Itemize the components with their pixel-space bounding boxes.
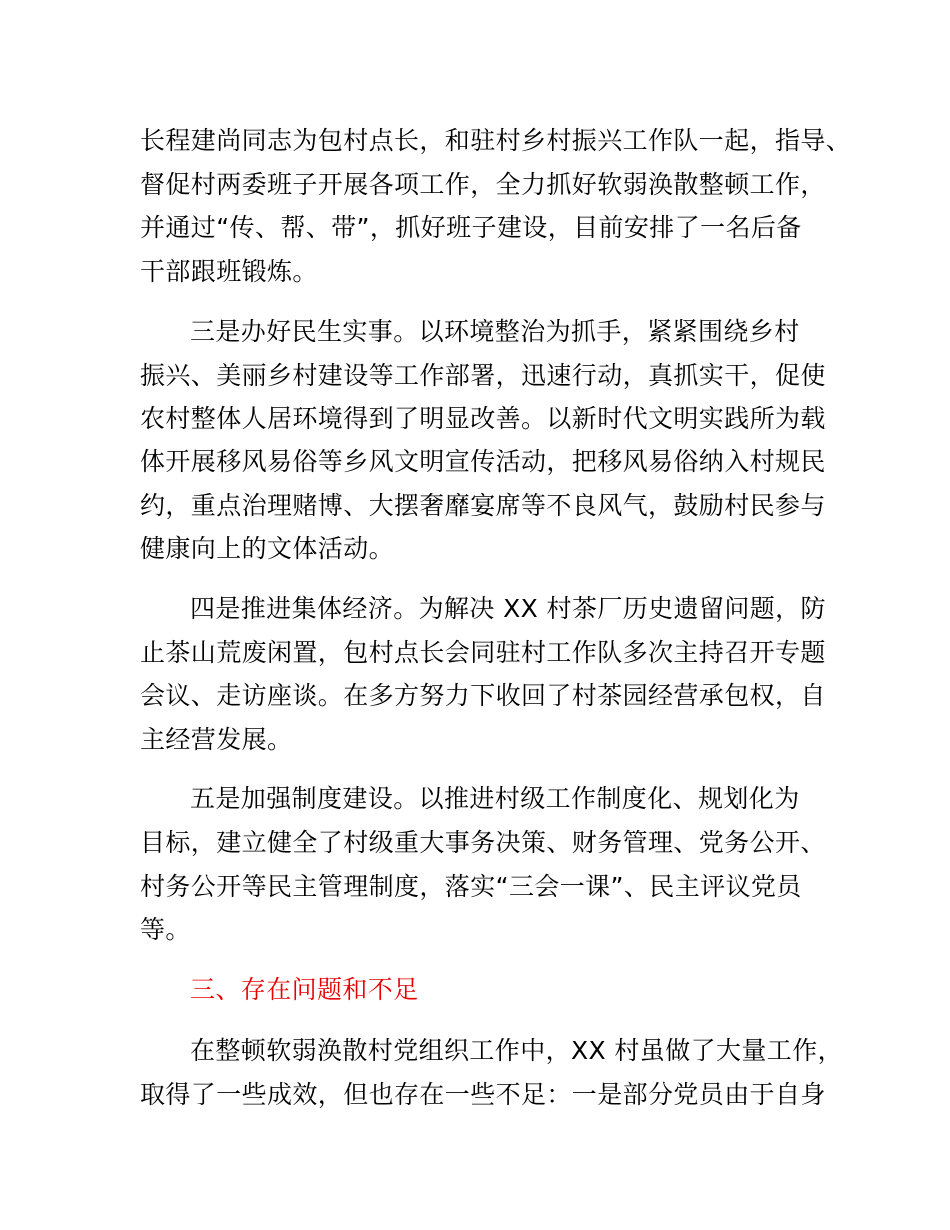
paragraph-first-line: 三是办好民生实事。以环境整治为抓手，紧紧围绕乡村 xyxy=(190,317,800,346)
section-heading: 三、存在问题和不足 xyxy=(190,975,419,1004)
text-line: 目标，建立健全了村级重大事务决策、财务管理、党务公开、 xyxy=(140,828,826,857)
text-line: 督促村两委班子开展各项工作，全力抓好软弱涣散整顿工作， xyxy=(140,170,826,199)
text-line: 振兴、美丽乡村建设等工作部署，迅速行动，真抓实干，促使 xyxy=(140,361,826,390)
text-line: 村务公开等民主管理制度，落实“三会一课”、民主评议党员 xyxy=(140,872,802,901)
paragraph-first-line: 五是加强制度建设。以推进村级工作制度化、规划化为 xyxy=(190,784,800,813)
text-line: 会议、走访座谈。在多方努力下收回了村茶园经营承包权，自 xyxy=(140,681,826,710)
text-line: 并通过“传、帮、带”，抓好班子建设，目前安排了一名后备 xyxy=(140,213,802,242)
text-line: 主经营发展。 xyxy=(140,725,293,754)
text-line: 健康向上的文体活动。 xyxy=(140,534,395,563)
text-line: 等。 xyxy=(140,915,191,944)
text-line: 体开展移风易俗等乡风文明宣传活动，把移风易俗纳入村规民 xyxy=(140,447,826,476)
paragraph-first-line: 四是推进集体经济。为解决 XX 村茶厂历史遗留问题，防 xyxy=(190,594,826,623)
text-line: 长程建尚同志为包村点长，和驻村乡村振兴工作队一起，指导、 xyxy=(140,126,852,155)
text-line: 取得了一些成效，但也存在一些不足：一是部分党员由于自身 xyxy=(140,1080,826,1109)
text-line: 干部跟班锻炼。 xyxy=(140,257,318,286)
text-line: 约，重点治理赌博、大摆奢靡宴席等不良风气，鼓励村民参与 xyxy=(140,491,826,520)
text-line: 农村整体人居环境得到了明显改善。以新时代文明实践所为载 xyxy=(140,404,826,433)
text-line: 止茶山荒废闲置，包村点长会同驻村工作队多次主持召开专题 xyxy=(140,638,826,667)
paragraph-first-line: 在整顿软弱涣散村党组织工作中，XX 村虽做了大量工作， xyxy=(190,1036,844,1065)
